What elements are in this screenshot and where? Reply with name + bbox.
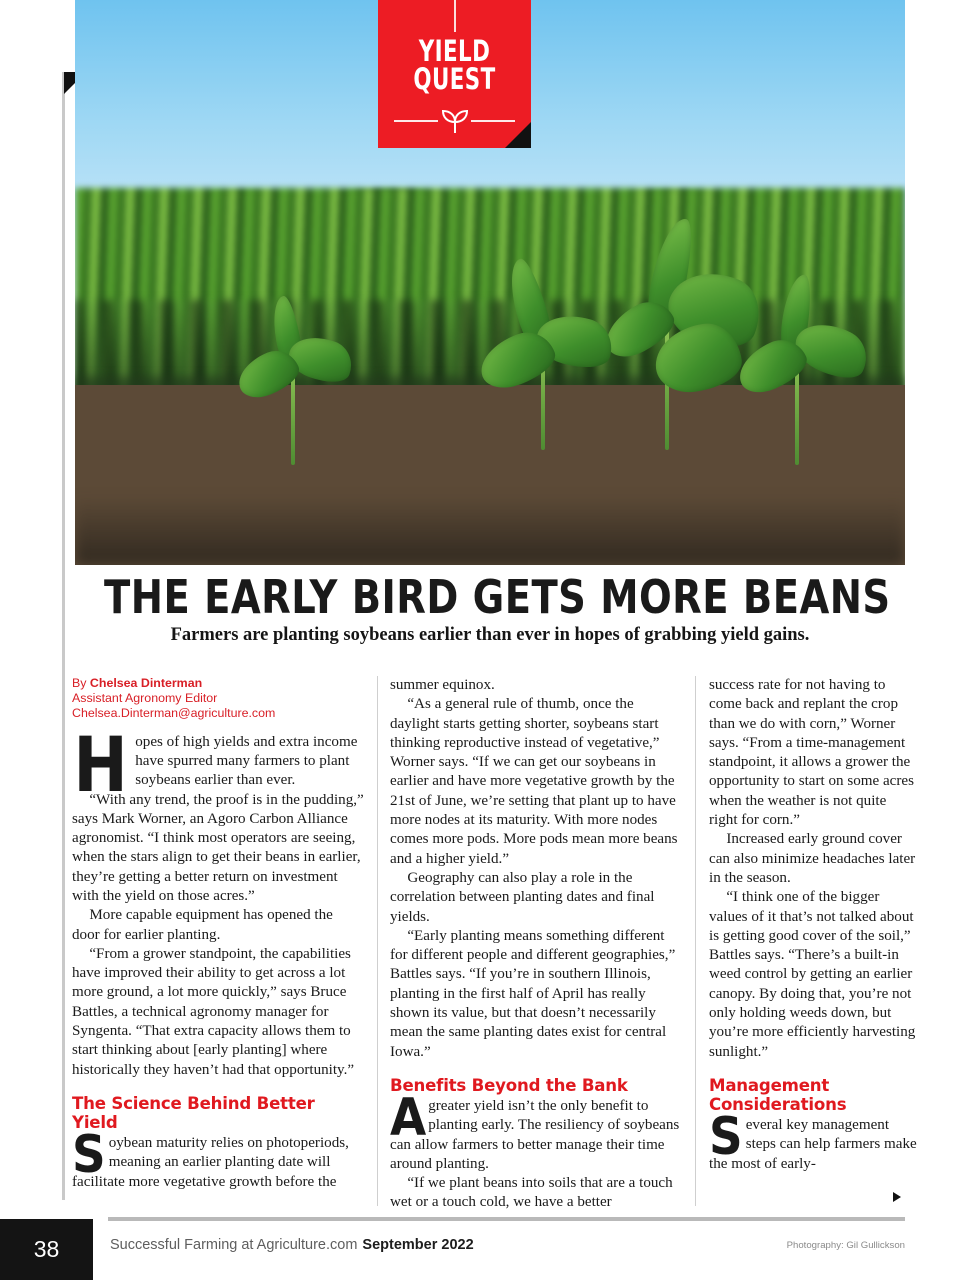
photo-seedling xyxy=(235,290,365,470)
paragraph: summer equinox. xyxy=(390,677,495,693)
paragraph-text: oybean maturity relies on photoperiods, meaning an earlier planting date will facilitate more vegetative growth before the xyxy=(72,1134,349,1190)
badge-rule-left xyxy=(394,120,438,122)
photo-seedling xyxy=(475,250,625,450)
paragraph: “As a general rule of thumb, once the daylight starts getting shorter, soybeans start thinking reproductive instead of vegetative,” Worner says. “If we can get our soybeans in earlier and have more vegetative growth by the 21st of June, we’re setting that plant up to have more nodes at its maturity. With more nodes comes more pods. More pods mean more beans and a higher yield.” xyxy=(390,696,678,867)
column-rule xyxy=(695,676,696,1206)
article-column-2 xyxy=(390,676,682,1213)
section-subhead: Benefits Beyond the Bank xyxy=(390,1075,628,1095)
paragraph xyxy=(709,1106,917,1174)
section-subhead: The Science Behind Better Yield xyxy=(72,1093,315,1132)
continue-arrow-icon[interactable] xyxy=(893,1192,901,1202)
sprout-icon xyxy=(438,108,472,139)
article-body xyxy=(72,676,917,1211)
footer-rule xyxy=(108,1217,905,1221)
paragraph: “I think one of the bigger values of it that’s not talked about is getting good cover of the soil,” Battles says. “There’s a built-in weed control by getting an earlier canopy. By doing that, you’re not only holding weeds down, but you’re more efficiently harvesting sunlight.” xyxy=(709,889,916,1060)
paragraph: More capable equipment has opened the door for earlier planting. xyxy=(72,907,333,943)
page-number: 38 xyxy=(33,1236,60,1262)
paragraph-text: greater yield isn’t the only benefit to planting early. The resiliency of soybeans can allow farmers to better manage their time around planting. xyxy=(390,1097,680,1172)
byline-job-title: Assistant Agronomy Editor xyxy=(72,691,218,706)
badge-corner-notch-icon xyxy=(505,122,531,148)
photo-bottom-shadow xyxy=(75,495,905,565)
paragraph: “If we plant beans into soils that are a touch wet or a touch cold, we have a better xyxy=(390,1175,673,1211)
paragraph xyxy=(390,1087,682,1174)
paragraph: success rate for not having to come back and replant the crop than we do with corn,” Worner says. “From a time-management standpoint, it allows a grower the opportunity to start on some acres when the weather is not quite right for corn.” xyxy=(709,677,914,829)
byline-prefix: By xyxy=(72,676,87,690)
drop-cap-s: S xyxy=(709,1106,743,1167)
section-subhead xyxy=(709,1076,917,1114)
subhead-line1: Management xyxy=(709,1075,830,1095)
paragraph: “From a grower standpoint, the capabilities have improved their ability to get across a lot more ground, a lot more quickly,” says Bruce Battles, a technical agronomy manager for Syngenta. “That extra capacity allows them to start thinking about [early planting] where historically they haven’t had that opportunity.” xyxy=(72,945,355,1078)
subhead-line2: Considerations xyxy=(709,1094,847,1114)
byline xyxy=(72,676,364,722)
badge-title-line2: QUEST xyxy=(413,61,496,96)
paragraph xyxy=(72,719,364,809)
issue-date: September 2022 xyxy=(362,1237,474,1253)
page-deck: Farmers are planting soybeans earlier than ever in hopes of grabbing yield gains. xyxy=(170,625,810,645)
article-column-1 xyxy=(72,676,364,1192)
badge-title xyxy=(392,34,517,96)
paragraph: “With any trend, the proof is in the pudding,” says Mark Worner, an Agoro Carbon Alliance agronomist. “I think most operators are seeing, when the stars align to get their beans in earlier, they’re getting a better return on investment with the yield on those acres.” xyxy=(72,791,364,904)
paragraph: “Early planting means something different for different people and different geographies,” Battles says. “If you’re in southern Illinois, planting in the first half of April has really shown its value, but that doesn’t necessarily mean the same planting dates exist for central Iowa.” xyxy=(390,927,676,1060)
badge-title-line1: YIELD xyxy=(418,34,491,68)
byline-email[interactable]: Chelsea.Dinterman@agriculture.com xyxy=(72,706,276,721)
drop-cap-s: S xyxy=(72,1124,106,1185)
badge-tick-mark xyxy=(454,0,456,32)
article-column-3 xyxy=(709,676,917,1174)
column-rule xyxy=(377,676,378,1206)
page-title: THE EARLY BIRD GETS MORE BEANS xyxy=(104,570,891,624)
paragraph: Increased early ground cover can also minimize headaches later in the season. xyxy=(709,831,916,886)
paragraph xyxy=(72,1124,364,1192)
paragraph: Geography can also play a role in the correlation between planting dates and final yields. xyxy=(390,869,655,925)
left-margin-rule xyxy=(62,72,65,1200)
drop-cap-h: H xyxy=(73,719,128,809)
paragraph-text: opes of high yields and extra income have spurred many farmers to plant soybeans earlier than ever. xyxy=(135,733,358,789)
drop-cap-a: A xyxy=(390,1087,427,1148)
photo-seedling xyxy=(735,270,885,470)
publication-name: Successful Farming at Agriculture.com xyxy=(110,1237,358,1253)
footer-publication xyxy=(110,1237,474,1253)
hero-photo xyxy=(75,0,905,565)
yield-quest-badge xyxy=(378,0,531,148)
photo-credit: Photography: Gil Gullickson xyxy=(786,1240,905,1251)
byline-author: Chelsea Dinterman xyxy=(89,676,203,690)
paragraph-text: everal key management steps can help farmers make the most of early- xyxy=(709,1116,917,1172)
